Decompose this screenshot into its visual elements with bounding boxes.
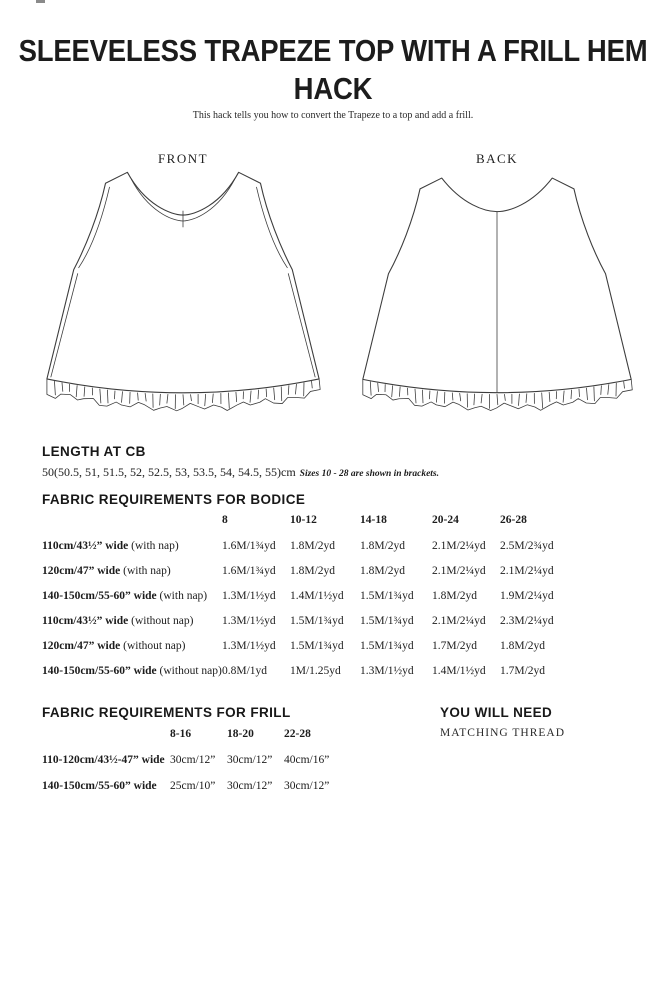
table-cell: 1M/1.25yd — [290, 665, 341, 677]
bodice-col-header: 20-24 — [432, 514, 459, 526]
table-cell: 1.5M/1¾yd — [290, 615, 344, 627]
bodice-col-spacer — [42, 514, 222, 540]
fabric-width-label: 140-150cm/55-60” wide — [42, 780, 157, 792]
table-row-label — [42, 754, 170, 780]
frill-requirements-heading: FABRIC REQUIREMENTS FOR FRILL — [42, 705, 291, 720]
length-at-cb-section — [42, 444, 622, 480]
fabric-width-label: 140-150cm/55-60” wide — [42, 590, 157, 602]
back-figure-label: BACK — [475, 151, 519, 166]
front-figure-label: FRONT — [157, 151, 209, 166]
table-cell: 25cm/10” — [170, 780, 216, 792]
table-cell: 0.8M/1yd — [222, 665, 268, 677]
table-cell: 1.8M/2yd — [360, 565, 406, 577]
fabric-width-label: 140-150cm/55-60” wide — [42, 665, 157, 677]
table-cell: 1.8M/2yd — [432, 590, 478, 602]
front-garment-svg — [34, 167, 332, 419]
table-cell: 1.9M/2¼yd — [500, 590, 554, 602]
page-title: SLEEVELESS TRAPEZE TOP WITH A FRILL HEM HACK — [18, 33, 648, 106]
sizes-note: Sizes 10 - 28 are shown in brackets. — [299, 469, 440, 479]
bodice-col-header: 14-18 — [360, 514, 387, 526]
table-row-label — [42, 640, 222, 665]
table-cell: 1.5M/1¾yd — [360, 590, 414, 602]
nap-note: (with nap) — [131, 540, 179, 552]
table-cell: 1.4M/1½yd — [290, 590, 344, 602]
table-row-label — [42, 615, 222, 640]
table-row-label — [42, 540, 222, 565]
you-will-need-section — [440, 705, 640, 739]
bodice-col-header: 10-12 — [290, 514, 317, 526]
table-cell: 1.3M/1½yd — [222, 590, 276, 602]
back-garment-svg — [349, 170, 645, 418]
nap-note: (with nap) — [159, 590, 208, 602]
table-cell: 1.6M/1¾yd — [222, 565, 276, 577]
front-garment-illustration — [34, 167, 332, 424]
table-cell: 1.3M/1½yd — [222, 615, 276, 627]
frill-col-header: 8-16 — [170, 728, 192, 740]
frill-col-spacer — [42, 728, 170, 754]
table-cell: 1.5M/1¾yd — [360, 615, 414, 627]
table-cell: 40cm/16” — [284, 754, 330, 766]
frill-col-header: 18-20 — [227, 728, 254, 740]
frill-col-header: 22-28 — [284, 728, 311, 740]
table-cell: 1.8M/2yd — [290, 565, 336, 577]
table-cell: 1.8M/2yd — [500, 640, 546, 652]
table-cell: 1.8M/2yd — [290, 540, 336, 552]
nap-note: (without nap) — [123, 640, 186, 652]
table-row-label — [42, 780, 170, 806]
you-will-need-heading: YOU WILL NEED — [440, 705, 553, 720]
length-at-cb-values — [42, 465, 622, 480]
table-row-label — [42, 565, 222, 590]
fabric-width-label: 110cm/43½” wide — [42, 615, 129, 627]
table-cell: 1.3M/1½yd — [360, 665, 414, 677]
frill-requirements-table — [42, 728, 382, 806]
bodice-col-header: 8 — [222, 514, 228, 526]
fabric-width-label: 110cm/43½” wide — [42, 540, 129, 552]
length-at-cb-heading: LENGTH AT CB — [42, 444, 146, 459]
nap-note: (without nap) — [159, 665, 222, 677]
fabric-width-label: 120cm/47” wide — [42, 640, 121, 652]
table-cell: 2.1M/2¼yd — [432, 540, 486, 552]
you-will-need-item: MATCHING THREAD — [440, 727, 565, 739]
table-row-label — [42, 665, 222, 690]
bodice-requirements-heading: FABRIC REQUIREMENTS FOR BODICE — [42, 492, 306, 507]
table-cell: 1.8M/2yd — [360, 540, 406, 552]
fabric-width-label: 110-120cm/43½-47” wide — [42, 754, 165, 766]
table-cell: 1.5M/1¾yd — [290, 640, 344, 652]
bodice-col-header: 26-28 — [500, 514, 527, 526]
fabric-width-label: 120cm/47” wide — [42, 565, 121, 577]
table-cell: 2.3M/2¼yd — [500, 615, 554, 627]
table-cell: 30cm/12” — [284, 780, 330, 792]
table-cell: 2.1M/2¼yd — [432, 615, 486, 627]
table-cell: 30cm/12” — [170, 754, 216, 766]
table-cell: 1.7M/2yd — [500, 665, 546, 677]
bodice-requirements-section — [42, 492, 652, 690]
front-garment-outline — [47, 172, 319, 393]
crop-mark — [36, 0, 45, 3]
bodice-requirements-table — [42, 514, 652, 690]
table-cell: 2.1M/2¼yd — [500, 565, 554, 577]
table-cell: 2.1M/2¼yd — [432, 565, 486, 577]
table-cell: 30cm/12” — [227, 754, 273, 766]
length-values-text: 50(50.5, 51, 51.5, 52, 52.5, 53, 53.5, 54, 54.5, 55)cm — [42, 465, 296, 479]
table-row-label — [42, 590, 222, 615]
table-cell: 2.5M/2¾yd — [500, 540, 554, 552]
table-cell: 1.4M/1½yd — [432, 665, 486, 677]
nap-note: (without nap) — [131, 615, 194, 627]
page-subtitle: This hack tells you how to convert the Trapeze to a top and add a frill. — [192, 110, 474, 121]
table-cell: 1.6M/1¾yd — [222, 540, 276, 552]
table-cell: 30cm/12” — [227, 780, 273, 792]
table-cell: 1.7M/2yd — [432, 640, 478, 652]
nap-note: (with nap) — [123, 565, 171, 577]
table-cell: 1.3M/1½yd — [222, 640, 276, 652]
table-cell: 1.5M/1¾yd — [360, 640, 414, 652]
frill-requirements-section — [42, 705, 382, 806]
back-garment-illustration — [349, 170, 645, 423]
